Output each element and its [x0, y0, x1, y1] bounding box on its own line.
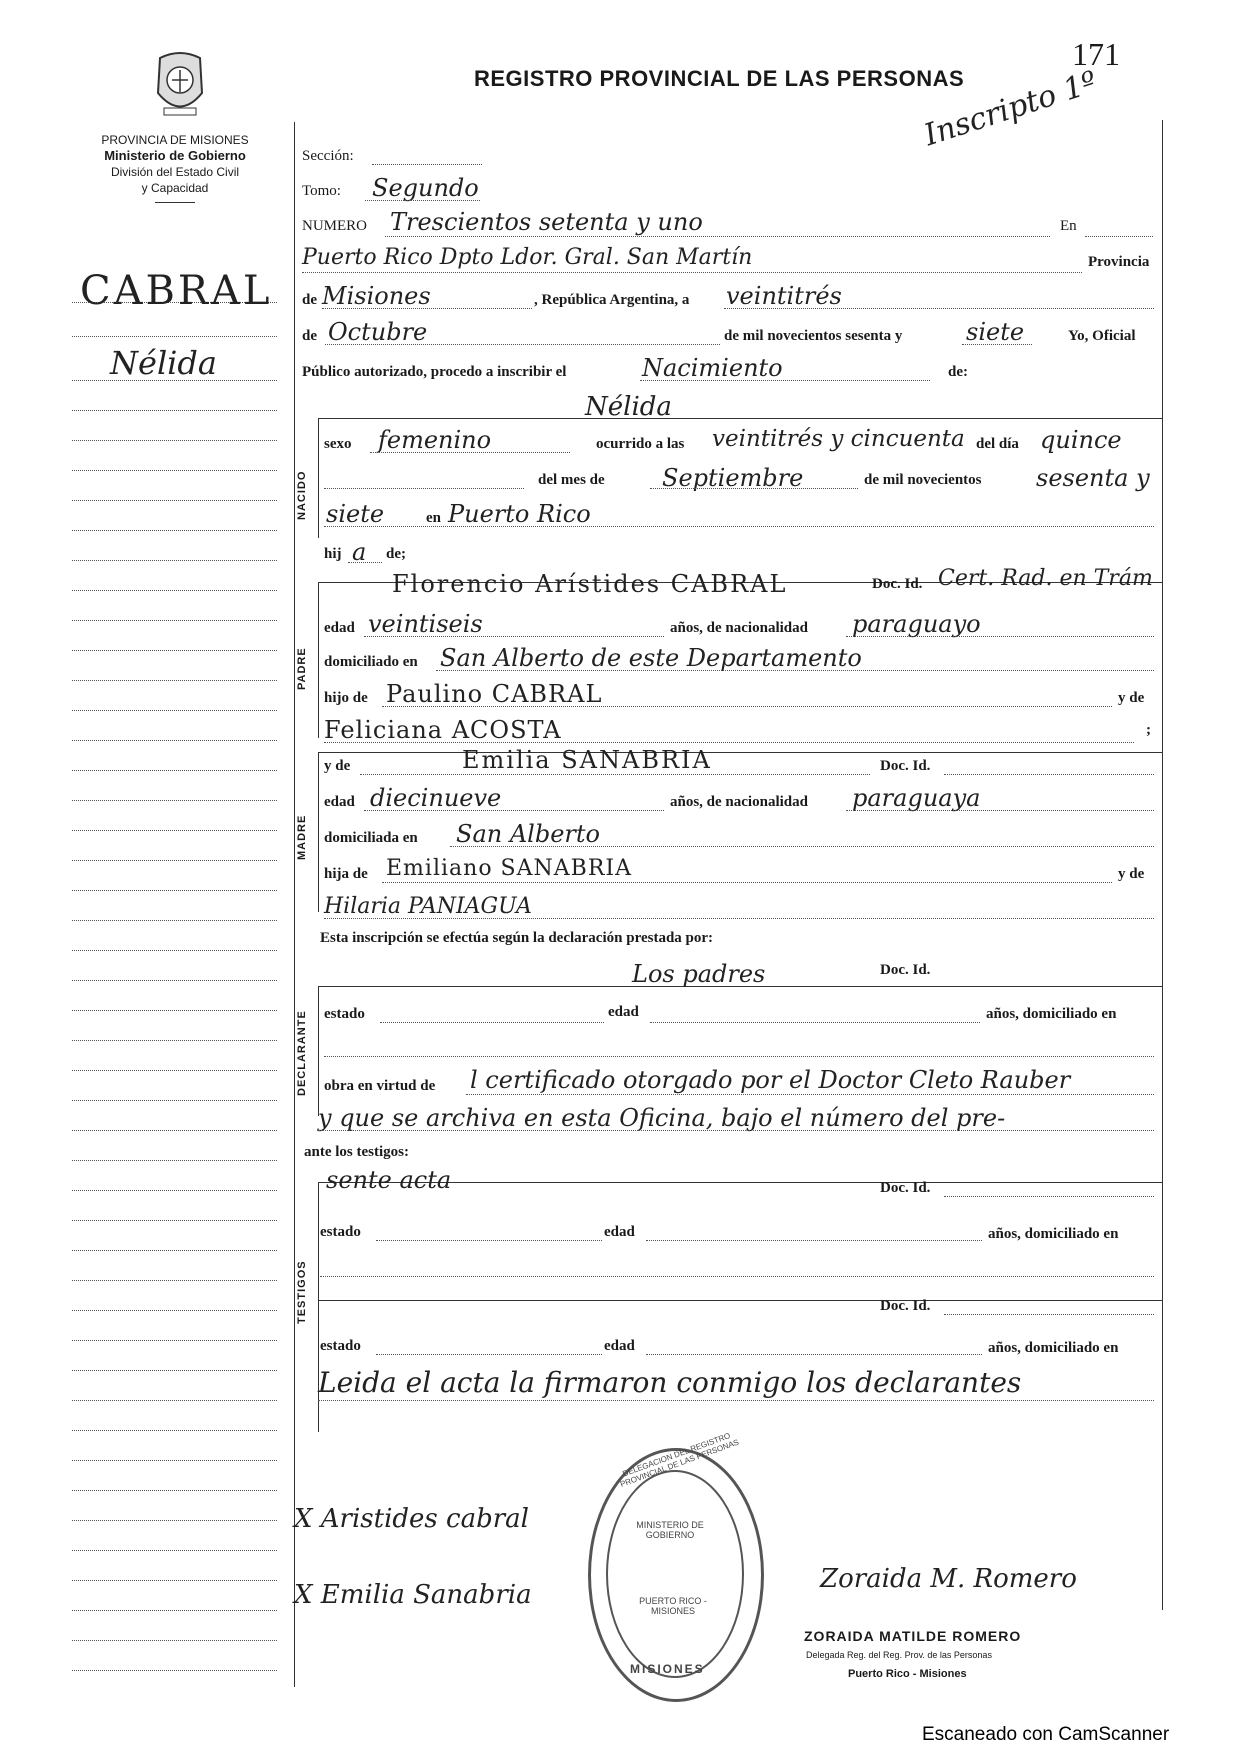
declarante-intro: Esta inscripción se efectúa según la declaración prestada por: — [320, 930, 714, 946]
padre-y-de-label: y de — [1118, 690, 1145, 706]
nacido-name: Nélida — [585, 392, 672, 422]
madre-y-de-label: y de — [324, 758, 351, 774]
nacido-de-label: de; — [386, 546, 406, 562]
madre-mother-value: Hilaria PANIAGUA — [324, 894, 532, 919]
nacido-side-label: NACIDO — [296, 470, 308, 520]
padre-edad-value: veintiseis — [368, 610, 483, 638]
madre-father-value: Emiliano SANABRIA — [386, 856, 632, 881]
madre-domicilio-value: San Alberto — [456, 820, 600, 848]
testigos-anos-label: años, domiciliado en — [988, 1226, 1119, 1242]
official-name: ZORAIDA MATILDE ROMERO — [804, 1628, 1022, 1644]
padre-domicilio-value: San Alberto de este Departamento — [440, 644, 862, 672]
declarante-edad-label: edad — [608, 1004, 639, 1020]
seal-bottom-text: MISIONES — [630, 1662, 705, 1676]
declarante-anos-label: años, domiciliado en — [986, 1006, 1117, 1022]
seal-inner-text: MINISTERIO DE GOBIERNO — [636, 1520, 704, 1540]
corner-handwriting: Inscripto 1º — [920, 64, 1102, 154]
padre-edad-label: edad — [324, 620, 355, 636]
madre-name: Emilia SANABRIA — [462, 746, 712, 774]
oficial-label: Yo, Oficial — [1068, 328, 1136, 344]
agency-capacity: y Capacidad — [141, 181, 209, 195]
hij-value: a — [352, 538, 367, 566]
mes-value: Septiembre — [662, 464, 804, 492]
padre-mother-value: Feliciana ACOSTA — [324, 716, 562, 744]
padre-father-value: Paulino CABRAL — [386, 680, 603, 708]
birth-certificate-page: PROVINCIA DE MISIONES Ministerio de Gobierno División del Estado Civil y Capacidad REGISTRO PROVINCIAL DE LAS PERSONAS 171 Inscripto 1º CABRAL Nélida Sección: Tomo: Segundo NUMERO Trescientos setenta y uno En Puerto Rico Dpto Ldor. Gral. San Martín Provincia de Misiones , República Argentina, a veintitrés de Octubre de mil novecientos sesenta y siete Yo, Oficial Público autorizado, procedo a inscribir el Nacimiento de: NACIDO Nélida sexo femenino ocurrido a las veintitrés y cincuenta del día quince del mes de Septiembre de mil novecientos sesenta y siete en Puerto Rico hij a de; PADRE Florencio Arístides CABRAL Doc. Id. Cert. Rad. en Trám edad veintiseis años, de nacionalidad paraguayo domiciliado en San Alberto de este Departamento hijo de Paulino CABRAL y de Feliciana ACOSTA ; MADRE y de Emilia SANABRIA Doc. Id. edad diecinueve años, de nacionalidad paraguaya domiciliada en San Alberto hija de Emiliano SANABRIA y de Hilaria PANIAGUA Esta inscripción se efectúa según la declaración prestada por: DECLARANTE Los padres Doc. Id. estado edad años, domiciliado en obra en virtud de l certificado otorgado por el Doctor Cleto Rauber y que se archiva en esta Oficina, bajo el número del pre- ante los testigos: TESTIGOS sente acta Doc. Id. estado edad años, domiciliado en Doc. Id. estado edad años, domiciliado en Leida el acta la firmaron conmigo los declarantes X Aristides cabral X Emilia Sanabria Zoraida M. Romero ZORAIDA MATILDE ROMERO Delegada Reg. del Reg. Prov. de las Personas Puerto Rico - Misiones DELEGACION DEL REGISTRO PROVINCIAL DE LAS PERSONAS MINISTERIO DE GOBIERNO PUERTO RICO - MISIONES MISIONES Escaneado con CamScanner — [0, 0, 1240, 1755]
declarante-side-label: DECLARANTE — [296, 1010, 308, 1096]
year-label: de mil novecientos sesenta y — [724, 328, 903, 344]
provincia-label: Provincia — [1088, 254, 1150, 270]
hour-value: veintitrés y cincuenta — [712, 426, 965, 452]
main-right-border — [1162, 120, 1163, 1610]
madre-domicilio-label: domiciliada en — [324, 830, 418, 846]
tomo-value: Segundo — [372, 174, 479, 202]
document-title: REGISTRO PROVINCIAL DE LAS PERSONAS — [474, 66, 965, 91]
nacido-en-label: en — [426, 510, 441, 526]
closing-text: Leida el acta la firmaron conmigo los declarantes — [318, 1366, 1022, 1399]
signature-2: X Emilia Sanabria — [294, 1580, 532, 1610]
scanner-watermark: Escaneado con CamScanner — [922, 1724, 1170, 1745]
nacido-year-value2: siete — [326, 500, 385, 528]
margin-surname: CABRAL — [80, 268, 273, 314]
mil-label: de mil novecientos — [864, 472, 982, 488]
margin-given-name: Nélida — [110, 344, 217, 382]
padre-hijo-label: hijo de — [324, 690, 368, 706]
testigos-side-label: TESTIGOS — [296, 1260, 308, 1324]
de-label: de — [302, 292, 317, 308]
declarante-name: Los padres — [632, 960, 766, 988]
year-value: siete — [966, 318, 1025, 346]
sexo-label: sexo — [324, 436, 352, 452]
obra-line3: sente acta — [326, 1166, 452, 1194]
testigos-doc-label: Doc. Id. — [880, 1180, 931, 1196]
testigos-intro: ante los testigos: — [304, 1144, 409, 1160]
province-value: Misiones — [322, 282, 431, 310]
agency-block — [80, 132, 270, 203]
signature-1: X Aristides cabral — [294, 1504, 529, 1534]
republica-label: , República Argentina, a — [534, 292, 690, 308]
ocurrido-label: ocurrido a las — [596, 436, 685, 452]
declarante-estado-label: estado — [324, 1006, 365, 1022]
madre-side-label: MADRE — [296, 814, 308, 860]
act-value: Nacimiento — [642, 354, 783, 382]
testigos-estado-label2: estado — [320, 1338, 361, 1354]
seccion-label: Sección: — [302, 148, 354, 164]
hij-label: hij — [324, 546, 342, 562]
tomo-label: Tomo: — [302, 183, 341, 199]
sexo-value: femenino — [378, 426, 492, 454]
padre-domicilio-label: domiciliado en — [324, 654, 418, 670]
mes-label: del mes de — [538, 472, 605, 488]
agency-division: División del Estado Civil — [110, 165, 240, 179]
agency-ministry: Ministerio de Gobierno — [104, 148, 246, 163]
madre-edad-label: edad — [324, 794, 355, 810]
en-label: En — [1060, 218, 1077, 234]
official-place: Puerto Rico - Misiones — [848, 1668, 967, 1680]
padre-side-label: PADRE — [296, 647, 308, 690]
crest-icon — [150, 48, 210, 123]
testigos-estado-label: estado — [320, 1224, 361, 1240]
declarante-doc-label: Doc. Id. — [880, 962, 931, 978]
madre-hija-label: hija de — [324, 866, 368, 882]
dia-value: quince — [1040, 426, 1122, 454]
page-number: 171 — [1072, 36, 1120, 72]
madre-y-de-label2: y de — [1118, 866, 1145, 882]
madre-doc-label: Doc. Id. — [880, 758, 931, 774]
numero-label: NUMERO — [302, 218, 368, 234]
madre-nacionalidad-value: paraguaya — [852, 784, 981, 812]
agency-province: PROVINCIA DE MISIONES — [101, 133, 249, 147]
testigos-doc-label2: Doc. Id. — [880, 1298, 931, 1314]
numero-value: Trescientos setenta y uno — [390, 208, 703, 236]
month-value: Octubre — [328, 318, 428, 346]
seal-outer-text: DELEGACION DEL REGISTRO PROVINCIAL DE LAS PERSONAS — [619, 1431, 741, 1489]
obra-line2: y que se archiva en esta Oficina, bajo el número del pre- — [318, 1104, 1006, 1132]
padre-name: Florencio Arístides CABRAL — [392, 570, 788, 598]
testigos-edad-label: edad — [604, 1224, 635, 1240]
place-value: Puerto Rico Dpto Ldor. Gral. San Martín — [302, 245, 753, 270]
testigos-edad-label2: edad — [604, 1338, 635, 1354]
padre-doc-value: Cert. Rad. en Trám — [938, 566, 1153, 591]
day-value: veintitrés — [726, 282, 842, 310]
official-title: Delegada Reg. del Reg. Prov. de las Personas — [806, 1650, 992, 1660]
padre-nacionalidad-value: paraguayo — [852, 610, 981, 638]
obra-line1: l certificado otorgado por el Doctor Cleto Rauber — [470, 1066, 1071, 1094]
official-signature: Zoraida M. Romero — [820, 1564, 1077, 1594]
nacido-place-value: Puerto Rico — [448, 500, 591, 528]
seal-center-text: PUERTO RICO - MISIONES — [639, 1596, 707, 1616]
del-dia-label: del día — [976, 436, 1019, 452]
nacido-year-value: sesenta y — [1036, 464, 1150, 492]
de2-label: de — [302, 328, 317, 344]
testigos-anos-label2: años, domiciliado en — [988, 1340, 1119, 1356]
obra-label: obra en virtud de — [324, 1078, 436, 1094]
publico-label: Público autorizado, procedo a inscribir el — [302, 364, 567, 380]
madre-anos-label: años, de nacionalidad — [670, 794, 808, 810]
padre-doc-label: Doc. Id. — [872, 576, 923, 592]
madre-edad-value: diecinueve — [370, 784, 502, 812]
main-left-border — [294, 122, 295, 1687]
padre-anos-label: años, de nacionalidad — [670, 620, 808, 636]
de3-label: de: — [948, 364, 968, 380]
